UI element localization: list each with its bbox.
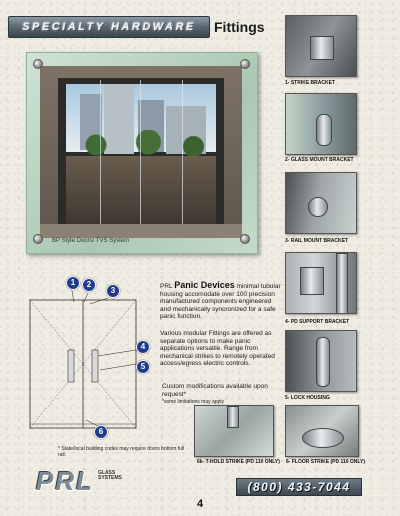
page-title: Fittings (214, 19, 265, 35)
building-code-note: * State/local building codes may require doors bottom full rail. (58, 446, 185, 458)
phone-number: (800) 433-7044 (236, 478, 362, 496)
fitting-label: 2- GLASS MOUNT BRACKET (285, 157, 354, 163)
standoff-screw-icon (240, 59, 250, 69)
panic-devices-heading: Panic Devices (174, 280, 235, 290)
photo-caption: BP Style Doors/ TVS System (52, 238, 130, 244)
limitations-note: *some limitations may apply (162, 399, 224, 405)
callout-marker: 3 (106, 284, 120, 298)
banner-title: SPECIALTY HARDWARE (22, 21, 196, 33)
standoff-screw-icon (240, 234, 250, 244)
lock-housing-photo (285, 330, 357, 392)
fitting-label: 4- PD SUPPORT BRACKET (285, 319, 350, 325)
rail-mount-bracket-photo (285, 172, 357, 234)
fittings-paragraph: Various modular Fittings are offered as separate options to make panic applications versatile. Range from mechanical strikes to remotely operated access/egress electric controls. (160, 330, 275, 367)
callout-marker: 1 (66, 276, 80, 290)
fitting-label: 5- LOCK HOUSING (285, 395, 330, 401)
glass-mount-bracket-photo (285, 93, 357, 155)
strike-bracket-photo (285, 15, 357, 77)
t-hold-strike-photo (194, 405, 274, 457)
panic-devices-paragraph (160, 282, 282, 321)
door-photo (40, 66, 242, 238)
standoff-screw-icon (33, 59, 43, 69)
callout-marker: 6 (94, 425, 108, 439)
brand-prefix: PRL (160, 283, 173, 290)
fitting-label: 1- STRIKE BRACKET (285, 80, 336, 86)
pd-support-bracket-photo (285, 252, 357, 314)
fitting-label: 3- RAIL MOUNT BRACKET (285, 238, 348, 244)
logo-subtitle: GLASS SYSTEMS (98, 470, 122, 481)
fitting-label: 6k- T-HOLD STRIKE (PD 110 ONLY) (197, 459, 280, 465)
callout-marker: 4 (136, 340, 150, 354)
page-number: 4 (196, 498, 204, 510)
floor-strike-photo (285, 405, 359, 457)
custom-modifications-text: Custom modifications available upon request* (162, 383, 268, 398)
door-diagram (28, 290, 140, 432)
fitting-label: 6- FLOOR STRIKE (PD 110 ONLY) (286, 459, 365, 465)
panic-devices-text: minimal tubular housing accomodate over 100 precision manufactured components engineered and mechanically syncronized for a safe panic function. (160, 283, 281, 320)
callout-marker: 2 (82, 278, 96, 292)
prl-logo: PRL (36, 466, 94, 496)
standoff-screw-icon (33, 234, 43, 244)
callout-marker: 5 (136, 360, 150, 374)
section-banner (8, 16, 210, 38)
